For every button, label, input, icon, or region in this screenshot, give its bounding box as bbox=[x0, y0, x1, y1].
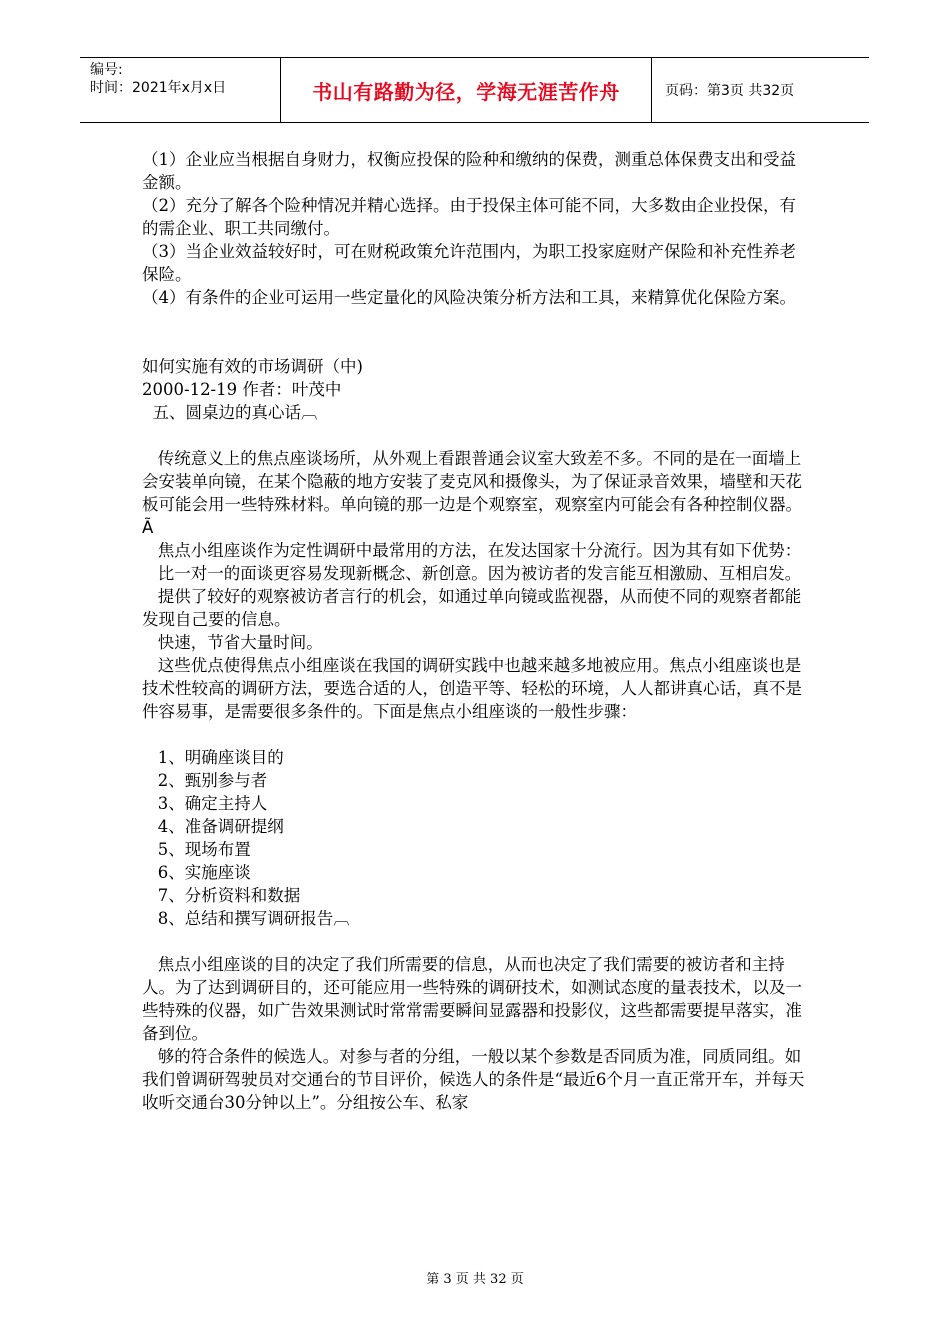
spacer bbox=[142, 424, 810, 447]
header-motto: 书山有路勤为径，学海无涯苦作舟 bbox=[281, 58, 652, 122]
step-item: 2、甄别参与者 bbox=[142, 771, 268, 790]
paragraph-3: 比一对一的面谈更容易发现新概念、新创意。因为被访者的发言能互相激励、互相启发。 bbox=[142, 564, 802, 583]
paragraph-8: 够的符合条件的候选人。对参与者的分组，一般以某个参数是否同质为准，同质同组。如我们曾调研驾驶员对交通台的节目评价，候选人的条件是“最近6个月一直正常开车，并每天收听交通台30分钟以上”。分组按公车、私家 bbox=[142, 1047, 805, 1112]
step-item: 1、明确座谈目的 bbox=[142, 748, 284, 767]
paragraph-4: 提供了较好的观察被访者言行的机会，如通过单向镜或监视器，从而使不同的观察者都能发现自己要的信息。 bbox=[142, 587, 802, 629]
paragraph-6: 这些优点使得焦点小组座谈在我国的调研实践中也越来越多地被应用。焦点小组座谈也是技术性较高的调研方法，要选合适的人，创造平等、轻松的环境，人人都讲真心话，真不是件容易事，是需要很多条件的。下面是焦点小组座谈的一般性步骤： bbox=[142, 656, 802, 721]
article-title: 如何实施有效的市场调研（中) bbox=[142, 357, 363, 376]
spacer bbox=[142, 930, 810, 953]
page-footer: 第 3 页 共 32 页 bbox=[426, 1272, 524, 1287]
symbol-line: Ã bbox=[142, 518, 154, 537]
step-item: 8、总结和撰写调研报告︹ bbox=[142, 909, 350, 928]
intro-item-4: （4）有条件的企业可运用一些定量化的风险决策分析方法和工具，来精算优化保险方案。 bbox=[142, 288, 796, 307]
intro-item-2: （2）充分了解各个险种情况并精心选择。由于投保主体可能不同，大多数由企业投保，有的需企业、职工共同缴付。 bbox=[142, 196, 796, 238]
header-page-info: 页码：第3页 共32页 bbox=[665, 83, 795, 99]
paragraph-2: 焦点小组座谈作为定性调研中最常用的方法，在发达国家十分流行。因为其有如下优势： bbox=[142, 541, 802, 560]
spacer bbox=[142, 723, 810, 746]
paragraph-1: 传统意义上的焦点座谈场所，从外观上看跟普通会议室大致差不多。不同的是在一面墙上会安装单向镜，在某个隐蔽的地方安装了麦克风和摄像头，为了保证录音效果，墙壁和天花板可能会用一些特殊材料。单向镜的那一边是个观察室，观察室内可能会有各种控制仪器。 bbox=[142, 449, 802, 514]
intro-item-3: （3）当企业效益较好时，可在财税政策允许范围内，为职工投家庭财产保险和补充性养老保险。 bbox=[142, 242, 796, 284]
step-item: 6、实施座谈 bbox=[142, 863, 251, 882]
step-item: 4、准备调研提纲 bbox=[142, 817, 284, 836]
article-byline: 2000-12-19 作者：叶茂中 bbox=[142, 380, 342, 399]
step-item: 5、现场布置 bbox=[142, 840, 251, 859]
document-body bbox=[142, 148, 810, 1114]
number-label: 编号: bbox=[90, 62, 123, 78]
step-item: 3、确定主持人 bbox=[142, 794, 268, 813]
paragraph-7: 焦点小组座谈的目的决定了我们所需要的信息，从而也决定了我们需要的被访者和主持人。为了达到调研目的，还可能应用一些特殊的调研技术，如测试态度的量表技术，以及一些特殊的仪器，如广告效果测试时常常需要瞬间显露器和投影仪，这些都需要提早落实，准备到位。 bbox=[142, 955, 802, 1043]
header-meta bbox=[80, 58, 281, 122]
section-heading: 五、圆桌边的真心话︹ bbox=[142, 403, 318, 422]
time-label: 时间：2021年x月x日 bbox=[90, 80, 227, 96]
intro-item-1: （1）企业应当根据自身财力，权衡应投保的险种和缴纳的保费，测重总体保费支出和受益金额。 bbox=[142, 150, 796, 192]
paragraph-5: 快速，节省大量时间。 bbox=[142, 633, 323, 652]
page-header bbox=[80, 57, 869, 123]
spacer bbox=[142, 309, 810, 355]
step-item: 7、分析资料和数据 bbox=[142, 886, 301, 905]
